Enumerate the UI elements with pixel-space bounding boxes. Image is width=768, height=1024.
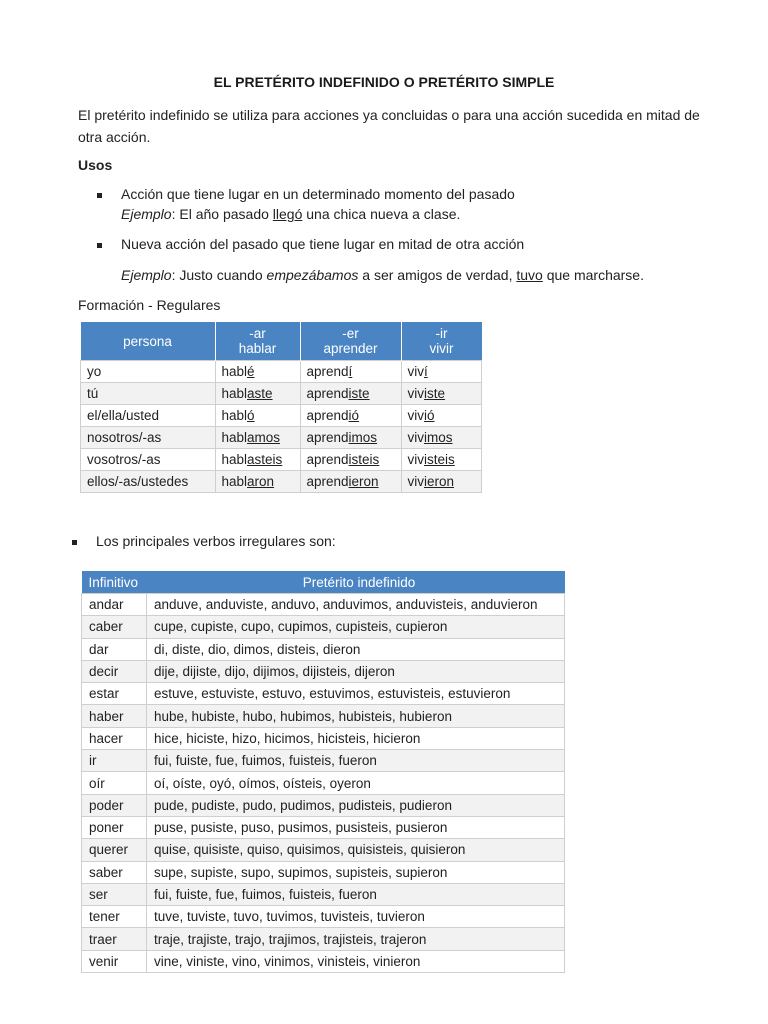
persona-cell: tú	[81, 383, 216, 405]
table-row	[81, 427, 482, 449]
conjugation-cell: traje, trajiste, trajo, trajimos, trajisteis, trajeron	[147, 928, 565, 950]
conjugation-cell: dije, dijiste, dijo, dijimos, dijisteis, dijeron	[147, 660, 565, 682]
infinitive-cell: estar	[82, 683, 147, 705]
conjugation-cell-er: aprendí	[300, 361, 401, 383]
conjugation-cell-ar: hablaron	[215, 471, 300, 493]
conjugation-cell: cupe, cupiste, cupo, cupimos, cupisteis, cupieron	[147, 616, 565, 638]
irregular-intro: Los principales verbos irregulares son:	[96, 533, 336, 549]
conjugation-cell-ar: hablaste	[215, 383, 300, 405]
conjugation-cell-ar: hablé	[215, 361, 300, 383]
conjugation-cell: anduve, anduviste, anduvo, anduvimos, anduvisteis, anduvieron	[147, 594, 565, 616]
infinitive-cell: ser	[82, 883, 147, 905]
example-text: : El año pasado	[171, 206, 273, 222]
conjugation-cell-er: aprendiste	[300, 383, 401, 405]
usos-heading: Usos	[78, 157, 113, 173]
infinitive-cell: oír	[82, 772, 147, 794]
square-bullet-icon	[72, 540, 77, 545]
conjugation-cell: quise, quisiste, quiso, quisimos, quisisteis, quisieron	[147, 839, 565, 861]
persona-cell: ellos/-as/ustedes	[81, 471, 216, 493]
table-row	[82, 839, 565, 861]
infinitive-cell: poner	[82, 816, 147, 838]
table-row	[82, 705, 565, 727]
conjugation-cell: puse, pusiste, puso, pusimos, pusisteis, pusieron	[147, 816, 565, 838]
conjugation-cell: hube, hubiste, hubo, hubimos, hubisteis, hubieron	[147, 705, 565, 727]
example-verb: tuvo	[516, 267, 543, 283]
table-row	[81, 405, 482, 427]
example-label: Ejemplo	[121, 267, 172, 283]
infinitive-cell: poder	[82, 794, 147, 816]
infinitive-cell: venir	[82, 950, 147, 972]
square-bullet-icon	[97, 193, 102, 198]
example-text: una chica nueva a clase.	[302, 206, 461, 222]
example-text: : Justo cuando	[171, 267, 267, 283]
conjugation-cell: vine, viniste, vino, vinimos, vinisteis, vinieron	[147, 950, 565, 972]
table-row	[82, 683, 565, 705]
irregular-verbs-table	[81, 571, 565, 973]
table-row	[82, 861, 565, 883]
uso-text: Nueva acción del pasado que tiene lugar en mitad de otra acción	[121, 236, 525, 252]
example-verb: empezábamos	[266, 267, 359, 283]
table-row	[81, 449, 482, 471]
conjugation-cell: supe, supiste, supo, supimos, supisteis, supieron	[147, 861, 565, 883]
conjugation-cell: tuve, tuviste, tuvo, tuvimos, tuvisteis, tuvieron	[147, 906, 565, 928]
conjugation-cell-er: aprendisteis	[300, 449, 401, 471]
infinitive-cell: decir	[82, 660, 147, 682]
persona-cell: nosotros/-as	[81, 427, 216, 449]
conjugation-cell: estuve, estuviste, estuvo, estuvimos, estuvisteis, estuvieron	[147, 683, 565, 705]
table-header-row	[82, 571, 565, 594]
infinitive-cell: haber	[82, 705, 147, 727]
table-header-row	[81, 322, 482, 361]
table-row	[82, 794, 565, 816]
conjugation-cell-ar: hablamos	[215, 427, 300, 449]
intro-paragraph: El pretérito indefinido se utiliza para acciones ya concluidas o para una acción sucedida en mitad de otra acción.	[78, 107, 700, 145]
conjugation-cell: hice, hiciste, hizo, hicimos, hicisteis, hicieron	[147, 727, 565, 749]
example-verb: llegó	[272, 206, 303, 222]
table-row	[82, 616, 565, 638]
square-bullet-icon	[97, 243, 102, 248]
infinitive-cell: querer	[82, 839, 147, 861]
conjugation-cell-er: aprendieron	[300, 471, 401, 493]
conjugation-cell-ir: viviste	[401, 383, 482, 405]
conjugation-cell-er: aprendió	[300, 405, 401, 427]
infinitive-cell: hacer	[82, 727, 147, 749]
table-row	[82, 928, 565, 950]
persona-cell: el/ella/usted	[81, 405, 216, 427]
example-label: Ejemplo	[121, 206, 172, 222]
uso-example-1	[121, 206, 460, 222]
table-row	[82, 594, 565, 616]
conjugation-cell: fui, fuiste, fue, fuimos, fuisteis, fueron	[147, 883, 565, 905]
conjugation-cell-ir: vivieron	[401, 471, 482, 493]
infinitive-cell: ir	[82, 750, 147, 772]
table-row	[82, 906, 565, 928]
table-row	[81, 361, 482, 383]
conjugation-cell-ir: vivisteis	[401, 449, 482, 471]
column-header: Infinitivo	[82, 571, 147, 594]
table-row	[81, 471, 482, 493]
uso-text: Acción que tiene lugar en un determinado momento del pasado	[121, 186, 515, 202]
conjugation-cell: fui, fuiste, fue, fuimos, fuisteis, fueron	[147, 750, 565, 772]
infinitive-cell: traer	[82, 928, 147, 950]
table-row	[81, 383, 482, 405]
infinitive-cell: caber	[82, 616, 147, 638]
uso-example-2	[121, 267, 644, 283]
column-header: -er aprender	[300, 322, 401, 361]
column-header: -ir vivir	[401, 322, 482, 361]
conjugation-cell: pude, pudiste, pudo, pudimos, pudisteis, pudieron	[147, 794, 565, 816]
column-header: Pretérito indefinido	[147, 571, 565, 594]
table-row	[82, 883, 565, 905]
table-row	[82, 638, 565, 660]
infinitive-cell: tener	[82, 906, 147, 928]
regular-conjugation-table	[80, 322, 482, 493]
conjugation-cell-ar: hablasteis	[215, 449, 300, 471]
column-header: persona	[81, 322, 216, 361]
table-row	[82, 772, 565, 794]
infinitive-cell: andar	[82, 594, 147, 616]
conjugation-cell: di, diste, dio, dimos, disteis, dieron	[147, 638, 565, 660]
conjugation-cell-er: aprendimos	[300, 427, 401, 449]
table-row	[82, 816, 565, 838]
conjugation-cell-ir: vivió	[401, 405, 482, 427]
table-row	[82, 660, 565, 682]
infinitive-cell: saber	[82, 861, 147, 883]
example-text: que marcharse.	[542, 267, 644, 283]
page-title: EL PRETÉRITO INDEFINIDO O PRETÉRITO SIMPLE	[213, 74, 555, 90]
conjugation-cell-ir: vivimos	[401, 427, 482, 449]
table-row	[82, 950, 565, 972]
conjugation-cell-ar: habló	[215, 405, 300, 427]
column-header: -ar hablar	[215, 322, 300, 361]
persona-cell: vosotros/-as	[81, 449, 216, 471]
table-row	[82, 750, 565, 772]
formacion-label: Formación - Regulares	[78, 297, 221, 313]
infinitive-cell: dar	[82, 638, 147, 660]
table-row	[82, 727, 565, 749]
persona-cell: yo	[81, 361, 216, 383]
conjugation-cell-ir: viví	[401, 361, 482, 383]
conjugation-cell: oí, oíste, oyó, oímos, oísteis, oyeron	[147, 772, 565, 794]
example-text: a ser amigos de verdad,	[358, 267, 517, 283]
